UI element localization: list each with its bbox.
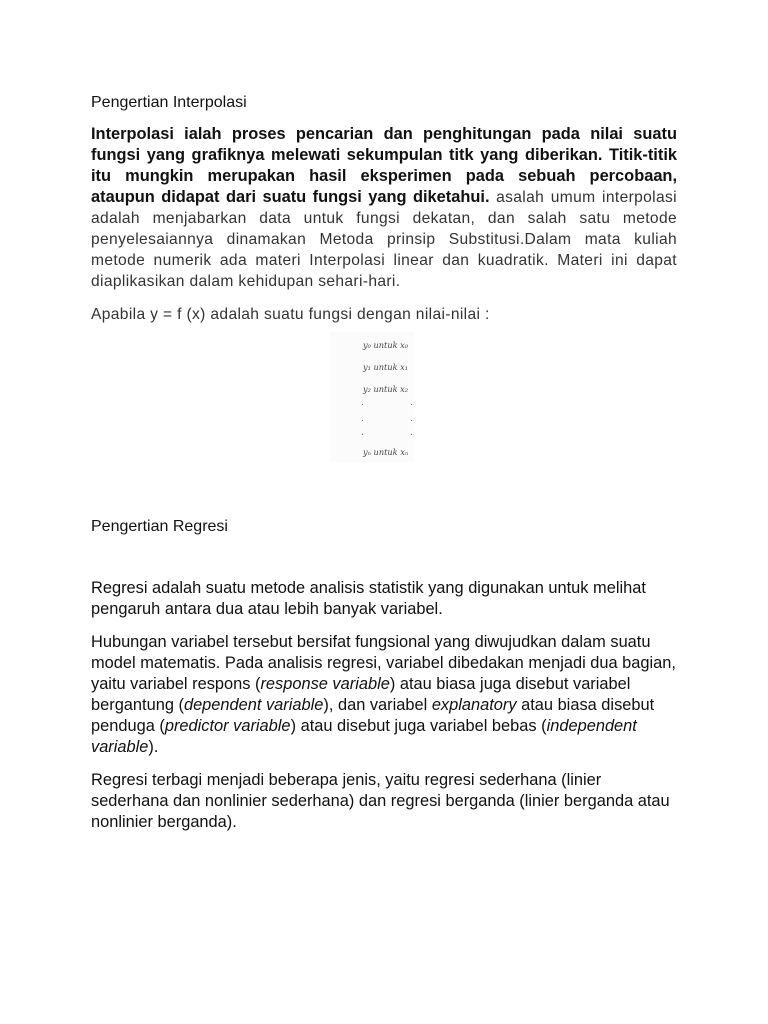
apabila-statement: Apabila y = f (x) adalah suatu fungsi dengan nilai-nilai : xyxy=(91,306,490,323)
formula-row-2: y₂ untuk x₂ xyxy=(363,384,409,394)
formula-dots-1: . . xyxy=(361,398,413,408)
light-explanation-text: asalah umum interpolasi adalah menjabarkan data untuk fungsi dekatan, dan salah satu metode penyelesaiannya dinamakan Metoda prinsip Substitusi.Dalam mata kuliah metode numerik ada materi Interpolasi linear dan kuadratik. Materi ini dapat diaplikasikan dalam kehidupan sehari-hari. xyxy=(91,189,677,290)
term-dependent-variable: dependent variable xyxy=(183,696,324,714)
formula-row-0: y₀ untuk x₀ xyxy=(363,340,409,350)
term-response-variable: response variable xyxy=(260,675,390,693)
p2-text-f: ). xyxy=(148,738,159,756)
p2-text-a: Hubungan variabel tersebut bersifat fungsional yang diwujudkan dalam suatu model matematis. Pada analisis regresi, variabel dibedakan menjadi dua bagian, yaitu variabel respons ( xyxy=(91,633,676,693)
regresi-body xyxy=(91,578,677,833)
formula-image xyxy=(330,332,414,462)
p2-text-d: atau biasa disebut penduga ( xyxy=(91,696,655,735)
bold-definition-text: Interpolasi ialah proses pencarian dan penghitungan pada nilai suatu fungsi yang grafiknya melewati sekumpulan titk yang diberikan. Titik-titik itu mungkin merupakan hasil eksperimen pada sebuah percobaan, ataupun didapat dari suatu fungsi yang diketahui. xyxy=(91,125,677,206)
document-page xyxy=(91,92,677,831)
formula-row-n: yₙ untuk xₙ xyxy=(363,447,409,457)
paragraph-regresi-1: Regresi adalah suatu metode analisis statistik yang digunakan untuk melihat pengaruh antara dua atau lebih banyak variabel. xyxy=(91,579,646,618)
p2-text-e: ) atau disebut juga variabel bebas ( xyxy=(290,717,547,735)
term-predictor-variable: predictor variable xyxy=(164,717,291,735)
formula-dots-2: . . xyxy=(361,414,413,424)
p2-text-c: ), dan variabel xyxy=(323,696,432,714)
term-independent-variable: independent variable xyxy=(91,717,637,756)
paragraph-regresi-2 xyxy=(91,632,677,758)
term-explanatory: explanatory xyxy=(431,696,517,714)
heading-interpolasi: Pengertian Interpolasi xyxy=(91,94,247,111)
formula-dots-3: . . xyxy=(361,428,413,438)
formula-row-1: y₁ untuk x₁ xyxy=(363,362,409,372)
p2-text-b: ) atau biasa juga disebut variabel bergantung ( xyxy=(91,675,631,714)
heading-regresi: Pengertian Regresi xyxy=(91,518,228,535)
paragraph-interpolasi-definition xyxy=(91,124,677,292)
paragraph-regresi-3: Regresi terbagi menjadi beberapa jenis, yaitu regresi sederhana (linier sederhana dan nonlinier sederhana) dan regresi berganda (linier berganda atau nonlinier berganda). xyxy=(91,771,670,831)
